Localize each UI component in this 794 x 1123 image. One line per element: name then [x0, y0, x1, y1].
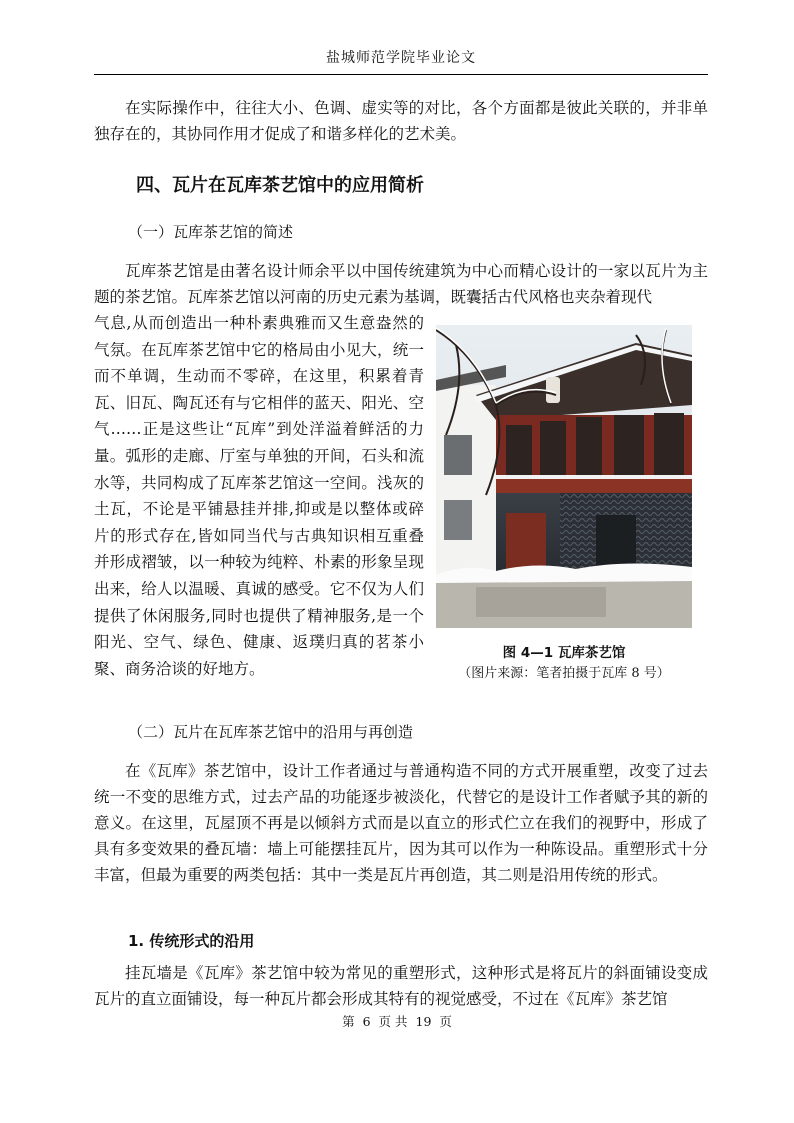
- page-footer: [0, 1012, 794, 1030]
- figure-caption: 图 4—1 瓦库茶艺馆: [502, 645, 626, 661]
- teahouse-photo: [436, 325, 692, 628]
- paragraph-teahouse-wrap: 气息,从而创造出一种朴素典雅而又生意盎然的气氛。在瓦库茶艺馆中它的格局由小见大，统一而不单调，生动而不零碎，在这里，积累着青瓦、旧瓦、陶瓦还有与它相伴的蓝天、阳光、空气……正是这些让“瓦库”到处洋溢着鲜活的力量。弧形的走廊、厅室与单独的开间，石头和流水等，共同构成了瓦库茶艺馆这一空间。浅灰的土瓦，不论是平铺悬挂并排,抑或是以整体或碎片的形式存在,皆如同当代与古典知识相互重叠并形成褶皱，以一种较为纯粹、朴素的形象呈现出来，给人以温暖、真诚的感受。它不仅为人们提供了休闲服务,同时也提供了精神服务,是一个阳光、空气、绿色、健康、返璞归真的茗茶小聚、商务洽谈的好地方。: [94, 314, 424, 678]
- footer-page-end: 页: [439, 1014, 452, 1029]
- figure-source: （图片来源：笔者拍摄于瓦库 8 号）: [458, 666, 670, 681]
- page-header: 盐城师范学院毕业论文: [326, 50, 476, 66]
- paragraph-tile-wall: 挂瓦墙是《瓦库》茶艺馆中较为常见的重塑形式，这种形式是将瓦片的斜面铺设变成瓦片的直立面铺设，每一种瓦片都会形成其特有的视觉感受，不过在《瓦库》茶艺馆: [94, 964, 708, 1008]
- header-rule: [94, 74, 708, 75]
- paragraph-reuse: 在《瓦库》茶艺馆中，设计工作者通过与普通构造不同的方式开展重塑，改变了过去统一不变的思维方式，过去产品的功能逐步被淡化，代替它的是设计工作者赋予其的新的意义。在这里，瓦屋顶不再是以倾斜方式而是以直立的形式伫立在我们的视野中，形成了具有多变效果的叠瓦墙：墙上可能摆挂瓦片，因为其可以作为一种陈设品。重塑形式十分丰富，但最为重要的两类包括：其中一类是瓦片再创造，其二则是沿用传统的形式。: [94, 762, 708, 884]
- subsection-heading-2: （二）瓦片在瓦库茶艺馆中的沿用与再创造: [128, 723, 414, 741]
- intro-paragraph: 在实际操作中，往往大小、色调、虚实等的对比，各个方面都是彼此关联的，并非单独存在的，其协同作用才促成了和谐多样化的艺术美。: [94, 99, 708, 143]
- footer-page-label: 第: [342, 1014, 355, 1029]
- section-heading: 四、瓦片在瓦库茶艺馆中的应用简析: [136, 175, 424, 196]
- subsection-heading-1: （一）瓦库茶艺馆的简述: [128, 223, 294, 241]
- footer-total-pages: 19: [415, 1014, 432, 1029]
- footer-page-mid: 页 共: [378, 1014, 408, 1029]
- footer-page-number: 6: [362, 1014, 371, 1029]
- paragraph-teahouse-intro: 瓦库茶艺馆是由著名设计师余平以中国传统建筑为中心而精心设计的一家以瓦片为主题的茶艺馆。瓦库茶艺馆以河南的历史元素为基调，既囊括古代风格也夹杂着现代: [94, 262, 708, 306]
- sub-subheading: 1. 传统形式的沿用: [128, 932, 255, 950]
